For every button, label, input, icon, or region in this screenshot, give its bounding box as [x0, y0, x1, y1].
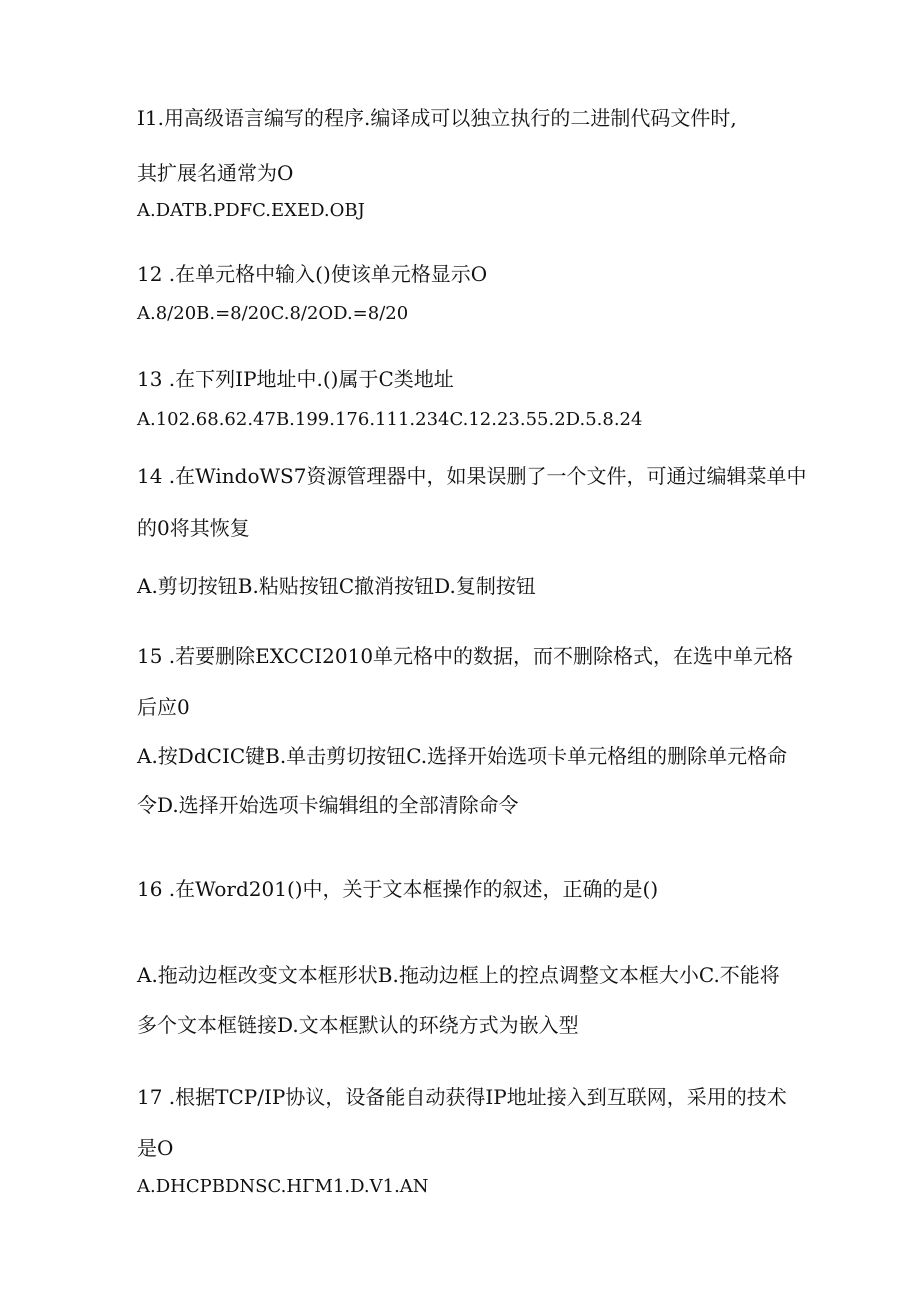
question-14-options: A.剪切按钮B.粘贴按钮C撤消按钮D.复制按钮	[137, 574, 536, 598]
question-17-line-1: 17 .根据TCP/IP协议，设备能自动获得IP地址接入到互联网，采用的技术	[137, 1085, 787, 1109]
question-14-line-1: 14 .在WindoWS7资源管理器中，如果误删了一个文件，可通过编辑菜单中	[137, 464, 807, 488]
question-16-line-1: 16 .在Word201()中，关于文本框操作的叙述，正确的是()	[137, 877, 659, 901]
question-11-options: A.DATB.PDFC.EXED.OBJ	[137, 200, 365, 221]
question-11-line-1: I1.用高级语言编写的程序.编译成可以独立执行的二进制代码文件时,	[137, 106, 737, 130]
question-17-line-2: 是O	[137, 1136, 174, 1160]
question-12-line-1: 12 .在单元格中输入()使该单元格显示O	[137, 262, 488, 286]
question-13-line-1: 13 .在下列IP地址中.()属于C类地址	[137, 367, 454, 391]
question-16-options-line-2: 多个文本框链接D.文本框默认的环绕方式为嵌入型	[137, 1013, 579, 1037]
question-15-options-line-2: 令D.选择开始选项卡编辑组的全部清除命令	[137, 793, 519, 817]
question-16-options-line-1: A.拖动边框改变文本框形状B.拖动边框上的控点调整文本框大小C.不能将	[137, 963, 780, 987]
question-15-line-2: 后应0	[137, 695, 190, 719]
question-13-options: A.102.68.62.47B.199.176.111.234C.12.23.55.2D.5.8.24	[137, 409, 643, 430]
question-17-options: A.DHCPBDNSC.HΓM1.D.V1.AN	[137, 1176, 429, 1197]
question-11-line-2: 其扩展名通常为O	[137, 161, 294, 185]
question-12-options: A.8/20B.=8∕20C.8∕2OD.=8∕20	[137, 303, 409, 324]
question-15-options-line-1: A.按DdCIC键B.单击剪切按钮C.选择开始选项卡单元格组的删除单元格命	[137, 744, 788, 768]
question-15-line-1: 15 .若要删除EXCCI2010单元格中的数据，而不删除格式，在选中单元格	[137, 644, 794, 668]
question-14-line-2: 的0将其恢复	[137, 516, 250, 540]
